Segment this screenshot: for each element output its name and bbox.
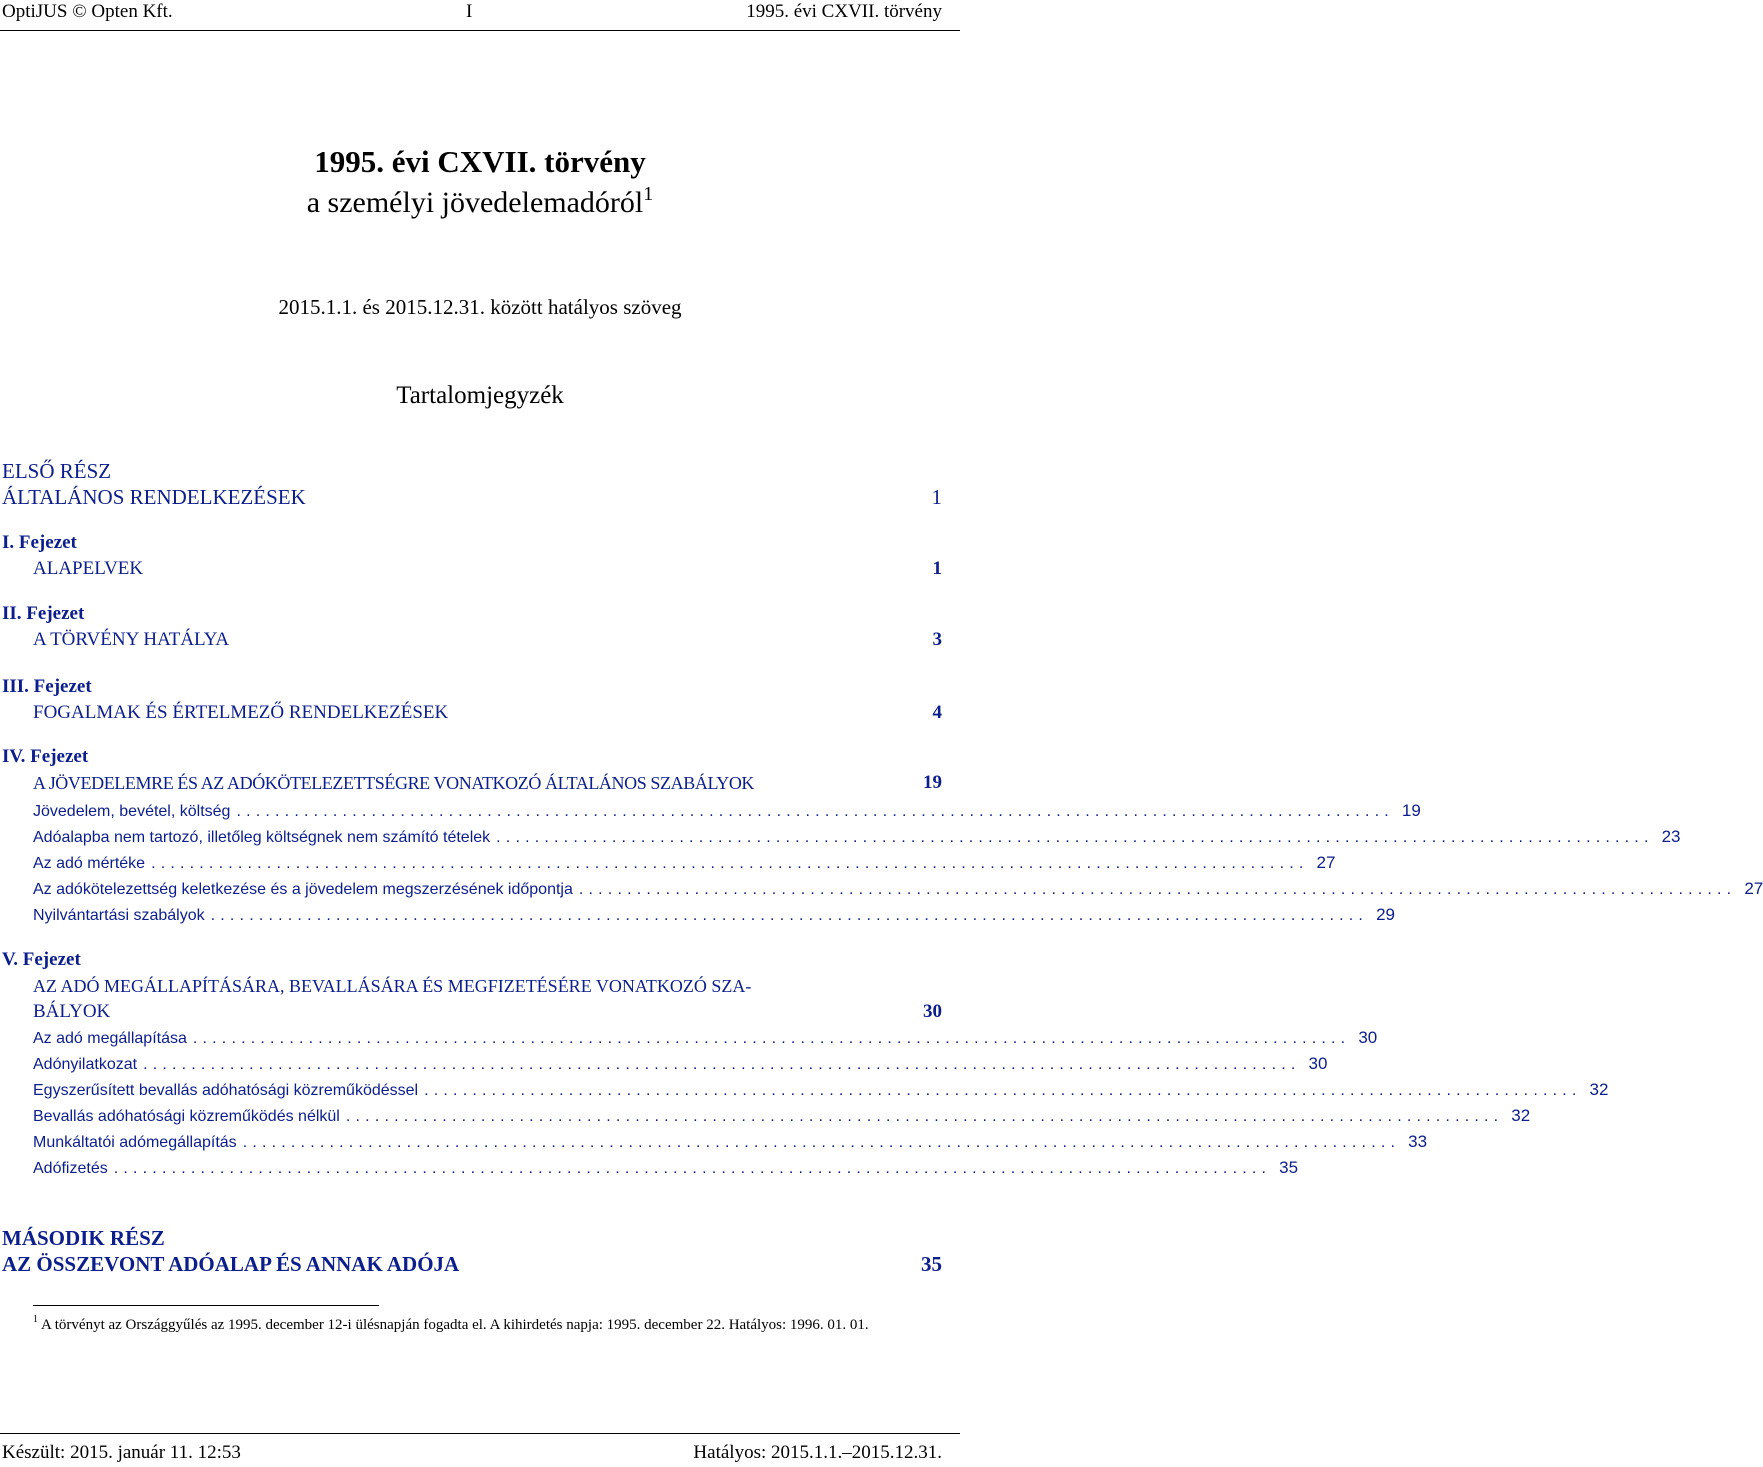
toc-ch4-title[interactable]: A JÖVEDELEMRE ÉS AZ ADÓKÖTELEZETTSÉGRE VONATKOZÓ ÁLTALÁNOS SZABÁLYOK: [33, 773, 755, 793]
toc-section-page[interactable]: 30: [1308, 1054, 1328, 1073]
validity-period: 2015.1.1. és 2015.12.31. között hatályos szöveg: [278, 295, 682, 319]
toc-section-entry[interactable]: [33, 1077, 1609, 1103]
header-publisher: OptiJUS © Opten Kft.: [2, 1, 173, 22]
toc-section-entry[interactable]: [33, 798, 1421, 824]
toc-ch1-title[interactable]: ALAPELVEK: [33, 558, 144, 579]
toc-section-label[interactable]: Egyszerűsített bevallás adóhatósági közreműködéssel: [33, 1082, 419, 1099]
toc-ch1-page[interactable]: 1: [932, 558, 942, 579]
toc-section-label[interactable]: Munkáltatói adómegállapítás: [33, 1134, 237, 1151]
toc-section-page[interactable]: 23: [1661, 827, 1681, 846]
toc-ch3-title[interactable]: FOGALMAK ÉS ÉRTELMEZŐ RENDELKEZÉSEK: [33, 702, 449, 723]
dot-leader: ........................................................................................................................: [424, 1082, 1582, 1099]
dot-leader: ........................................................................................................................: [192, 1030, 1351, 1047]
toc-ch5-title-line1[interactable]: AZ ADÓ MEGÁLLAPÍTÁSÁRA, BEVALLÁSÁRA ÉS MEGFIZETÉSÉRE VONATKOZÓ SZA-: [33, 976, 752, 996]
document-title: 1995. évi CXVII. törvény: [314, 144, 646, 179]
dot-leader: ........................................................................................................................: [242, 1134, 1401, 1151]
toc-section-entry[interactable]: [33, 824, 1681, 850]
toc-section-label[interactable]: Adónyilatkozat: [33, 1056, 138, 1073]
dot-leader: ........................................................................................................................: [345, 1108, 1504, 1125]
footnote-reference[interactable]: 1: [643, 183, 654, 205]
toc-section-label[interactable]: Az adó megállapítása: [33, 1030, 187, 1047]
toc-section-label[interactable]: Adóalapba nem tartozó, illetőleg költségnek nem számító tételek: [33, 829, 491, 846]
dot-leader: ........................................................................................................................: [236, 803, 1394, 820]
footnote-text: A törvényt az Országgyűlés az 1995. december 12-i ülésnapján fogadta el. A kihirdetés napja: 1995. december 22. Hatályos: 1996. 01. 01.: [41, 1317, 869, 1333]
toc-section-label[interactable]: Az adókötelezettség keletkezése és a jövedelem megszerzésének időpontja: [33, 881, 573, 898]
toc-ch1-label[interactable]: I. Fejezet: [2, 532, 77, 553]
toc-section-entry[interactable]: [33, 1025, 1378, 1051]
toc-section-page[interactable]: 30: [1358, 1028, 1378, 1047]
toc-part1-page[interactable]: 1: [931, 485, 942, 509]
toc-section-label[interactable]: Jövedelem, bevétel, költség: [33, 803, 231, 820]
toc-section-page[interactable]: 27: [1744, 879, 1763, 898]
footnote: [2, 1312, 952, 1338]
toc-ch5-title-line2[interactable]: BÁLYOK: [33, 1001, 111, 1022]
footnote-rule: [33, 1305, 379, 1306]
toc-section-page[interactable]: 32: [1511, 1106, 1531, 1125]
toc-heading: Tartalomjegyzék: [396, 382, 564, 409]
dot-leader: ........................................................................................................................: [143, 1056, 1301, 1073]
header-rule: [0, 30, 960, 31]
dot-leader: ........................................................................................................................: [113, 1160, 1272, 1177]
toc-ch5-page[interactable]: 30: [923, 1001, 942, 1022]
footnote-mark: 1: [33, 1314, 38, 1325]
footer-effective: Hatályos: 2015.1.1.–2015.12.31.: [693, 1442, 942, 1463]
toc-section-page[interactable]: 33: [1408, 1132, 1428, 1151]
toc-section-entry[interactable]: [33, 1155, 1299, 1181]
toc-section-page[interactable]: 35: [1279, 1158, 1299, 1177]
toc-ch2-label[interactable]: II. Fejezet: [2, 603, 85, 624]
toc-section-entry[interactable]: [33, 1051, 1328, 1077]
toc-section-label[interactable]: Adófizetés: [33, 1160, 108, 1177]
footer-generated: Készült: 2015. január 11. 12:53: [2, 1442, 241, 1463]
dot-leader: ........................................................................................................................: [578, 881, 1737, 898]
document-subtitle-text: a személyi jövedelemadóról: [306, 186, 644, 219]
toc-section-label[interactable]: Bevallás adóhatósági közreműködés nélkül: [33, 1108, 340, 1125]
dot-leader: ........................................................................................................................: [496, 829, 1654, 846]
toc-section-page[interactable]: 29: [1376, 905, 1395, 924]
toc-section-page[interactable]: 32: [1589, 1080, 1609, 1099]
toc-part2-label[interactable]: MÁSODIK RÉSZ: [2, 1226, 165, 1250]
toc-part1-label[interactable]: ELSŐ RÉSZ: [2, 459, 112, 483]
toc-section-page[interactable]: 27: [1316, 853, 1336, 872]
toc-ch5-label[interactable]: V. Fejezet: [2, 949, 81, 970]
header-law-title: 1995. évi CXVII. törvény: [746, 1, 942, 22]
dot-leader: ........................................................................................................................: [151, 855, 1309, 872]
toc-part1-title[interactable]: ÁLTALÁNOS RENDELKEZÉSEK: [2, 485, 306, 509]
toc-ch2-page[interactable]: 3: [932, 629, 942, 650]
toc-section-entry[interactable]: [33, 850, 1336, 876]
document-subtitle: [0, 183, 960, 223]
toc-ch2-title[interactable]: A TÖRVÉNY HATÁLYA: [33, 629, 230, 650]
toc-section-label[interactable]: Nyilvántartási szabályok: [33, 907, 205, 924]
dot-leader: ........................................................................................................................: [210, 907, 1369, 924]
toc-part2-page[interactable]: 35: [921, 1252, 942, 1276]
toc-section-page[interactable]: 19: [1401, 801, 1421, 820]
toc-part2-title[interactable]: AZ ÖSSZEVONT ADÓALAP ÉS ANNAK ADÓJA: [2, 1252, 460, 1276]
toc-section-label[interactable]: Az adó mértéke: [33, 855, 146, 872]
toc-section-entry[interactable]: [33, 1129, 1428, 1155]
toc-ch3-page[interactable]: 4: [932, 702, 942, 723]
footer-rule: [0, 1433, 960, 1434]
toc-section-entry[interactable]: [33, 902, 1395, 928]
toc-section-entry[interactable]: [33, 1103, 1531, 1129]
toc-ch4-page[interactable]: 19: [923, 772, 942, 793]
toc-ch4-label[interactable]: IV. Fejezet: [2, 746, 89, 767]
toc-ch3-label[interactable]: III. Fejezet: [2, 676, 92, 697]
header-page-number: I: [466, 1, 473, 22]
toc-section-entry[interactable]: [33, 876, 1763, 902]
